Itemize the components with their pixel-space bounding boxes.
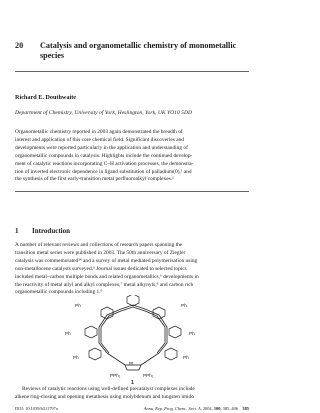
- phenyl-ring: [165, 348, 177, 360]
- intro-line: non-metallocene catalysts surveyed.⁵ Journal issues dedicated to selected topics: [15, 265, 187, 272]
- phenyl-ring: [85, 326, 97, 338]
- chapter-number: 20: [15, 41, 24, 50]
- abstract-line: tion of inverted electronic dependence in ligand substitution of palladium(0),¹ and: [15, 168, 192, 175]
- body-line: alkene ring-closing and opening metathesis using molybdenum and tungsten imido: [15, 393, 194, 400]
- phenyl-ring: [89, 348, 101, 360]
- bottom-paragraph: [15, 386, 249, 402]
- chapter-title-line-1: Catalysis and organometallic chemistry of monometallic: [40, 41, 237, 50]
- phosphine-label: PPh₂: [143, 373, 154, 378]
- phenyl-ring: [127, 295, 139, 306]
- page-footer: [15, 406, 249, 412]
- abstract-rule: [15, 191, 249, 192]
- journal-year: 2004,: [202, 406, 213, 411]
- abstract-line: developments were reported particularly in the application and understanding of: [15, 144, 188, 151]
- abstract-line: ment of catalytic reactions incorporating C–H activation processes, the demonstra-: [15, 160, 194, 167]
- phenyl-label: Ph: [183, 355, 189, 360]
- journal-volume: 100,: [213, 406, 222, 411]
- phenyl-label: Ph: [75, 303, 81, 308]
- author-name: Richard E. Douthwaite: [15, 94, 77, 101]
- header-rule: [15, 71, 249, 72]
- phenyl-label: Ph: [73, 355, 79, 360]
- chapter-title: [40, 41, 250, 61]
- body-line: Reviews of catalytic reactions using well-defined precatalyst complexes include: [22, 386, 195, 392]
- section-title: Introduction: [32, 227, 70, 235]
- doi-text: DOI: 10.1039/b311797a: [15, 406, 58, 411]
- phenyl-label: Ph: [65, 331, 71, 336]
- intro-line: catalysis was commemorated³⁴ and a survey of metal mediated polymerisation using: [15, 257, 198, 264]
- abstract-line: the synthesis of the first early-transition metal perfluoroalkyl complexes.²: [15, 176, 174, 183]
- abstract-line: Organometallic chemistry reported in 2003 again demonstrated the breadth of: [15, 129, 183, 135]
- intro-paragraph: [15, 242, 249, 297]
- abstract-line: interest and application of this core chemical field. Significant discoveries and: [15, 136, 184, 143]
- abstract-line: organometallic compounds in catalysis. Highlights include the continued develop-: [15, 152, 193, 159]
- journal-name: Annu. Rep. Prog. Chem., Sect. A,: [143, 406, 202, 411]
- figure-label: 1: [131, 380, 134, 385]
- author-affiliation: Department of Chemistry, University of York, Heslington, York, UK YO10 5DD: [15, 110, 193, 116]
- phenyl-label: Ph: [181, 303, 187, 308]
- section-number: 1: [15, 227, 19, 235]
- journal-citation: [144, 406, 249, 412]
- intro-line: the reactivity of metal allyl and alkyl complexes,⁷ metal alkynyls,⁸ and carbon rich: [15, 281, 194, 288]
- chapter-title-line-2: species: [40, 51, 65, 60]
- chemical-structure-figure: [55, 295, 210, 385]
- phosphine-label: PPh₂: [110, 373, 121, 378]
- platinum-label: Pt: [129, 361, 134, 366]
- page-number: 385: [242, 406, 249, 411]
- phenyl-ring: [169, 326, 181, 338]
- abstract-paragraph: [15, 129, 249, 184]
- journal-pages: 385–406: [222, 406, 239, 411]
- intro-line: included metal–carbon multiple bonds and related organometallics,⁶ developments in: [15, 273, 199, 280]
- intro-line: organometallic compounds including 1.⁹: [15, 289, 103, 296]
- intro-line: A number of relevant reviews and collections of research papers spanning the: [15, 242, 183, 248]
- intro-line: transition metal series were published in 2003. The 50th anniversary of Ziegler: [15, 249, 186, 256]
- phenyl-label: Ph: [189, 331, 195, 336]
